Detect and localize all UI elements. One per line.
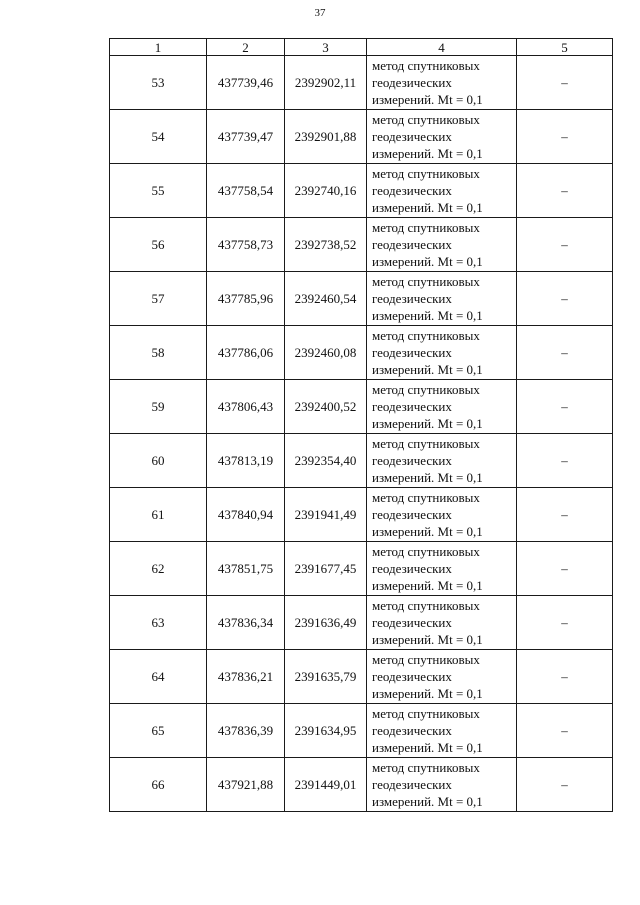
method-line: метод спутниковых (372, 598, 480, 613)
method-cell (367, 56, 517, 110)
y-coordinate-cell: 2391677,45 (285, 542, 367, 596)
table-row (110, 164, 613, 218)
column-header-4: 4 (367, 39, 517, 56)
point-number-cell: 61 (110, 488, 207, 542)
table-row (110, 218, 613, 272)
method-cell (367, 434, 517, 488)
method-line: геодезических (372, 669, 452, 684)
table-row (110, 488, 613, 542)
method-line: метод спутниковых (372, 706, 480, 721)
column-header-1: 1 (110, 39, 207, 56)
table-row (110, 110, 613, 164)
method-cell (367, 542, 517, 596)
method-line: измерений. Mt = 0,1 (372, 146, 483, 161)
x-coordinate-cell: 437806,43 (207, 380, 285, 434)
method-line: геодезических (372, 507, 452, 522)
table-row (110, 542, 613, 596)
y-coordinate-cell: 2392902,11 (285, 56, 367, 110)
description-cell: – (517, 272, 613, 326)
method-line: геодезических (372, 75, 452, 90)
method-line: измерений. Mt = 0,1 (372, 578, 483, 593)
description-cell: – (517, 488, 613, 542)
x-coordinate-cell: 437851,75 (207, 542, 285, 596)
method-line: метод спутниковых (372, 112, 480, 127)
y-coordinate-cell: 2391449,01 (285, 758, 367, 812)
x-coordinate-cell: 437836,39 (207, 704, 285, 758)
method-line: геодезических (372, 399, 452, 414)
description-cell: – (517, 758, 613, 812)
method-line: измерений. Mt = 0,1 (372, 362, 483, 377)
x-coordinate-cell: 437739,47 (207, 110, 285, 164)
point-number-cell: 56 (110, 218, 207, 272)
point-number-cell: 54 (110, 110, 207, 164)
point-number-cell: 62 (110, 542, 207, 596)
table-row (110, 650, 613, 704)
method-line: измерений. Mt = 0,1 (372, 92, 483, 107)
method-line: геодезических (372, 129, 452, 144)
point-number-cell: 53 (110, 56, 207, 110)
x-coordinate-cell: 437836,21 (207, 650, 285, 704)
table-row (110, 56, 613, 110)
method-cell (367, 164, 517, 218)
method-line: метод спутниковых (372, 328, 480, 343)
x-coordinate-cell: 437785,96 (207, 272, 285, 326)
method-line: геодезических (372, 345, 452, 360)
method-line: измерений. Mt = 0,1 (372, 416, 483, 431)
method-line: метод спутниковых (372, 544, 480, 559)
y-coordinate-cell: 2392354,40 (285, 434, 367, 488)
method-cell (367, 110, 517, 164)
method-line: геодезических (372, 237, 452, 252)
y-coordinate-cell: 2391636,49 (285, 596, 367, 650)
point-number-cell: 58 (110, 326, 207, 380)
description-cell: – (517, 434, 613, 488)
method-line: измерений. Mt = 0,1 (372, 524, 483, 539)
point-number-cell: 57 (110, 272, 207, 326)
table-row (110, 596, 613, 650)
method-line: измерений. Mt = 0,1 (372, 686, 483, 701)
point-number-cell: 64 (110, 650, 207, 704)
description-cell: – (517, 380, 613, 434)
method-line: метод спутниковых (372, 760, 480, 775)
method-cell (367, 704, 517, 758)
y-coordinate-cell: 2392740,16 (285, 164, 367, 218)
method-line: геодезических (372, 777, 452, 792)
table-row (110, 758, 613, 812)
method-line: геодезических (372, 561, 452, 576)
method-cell (367, 272, 517, 326)
table-row (110, 272, 613, 326)
table-body (110, 56, 613, 812)
method-line: измерений. Mt = 0,1 (372, 200, 483, 215)
x-coordinate-cell: 437836,34 (207, 596, 285, 650)
method-cell (367, 650, 517, 704)
description-cell: – (517, 650, 613, 704)
method-cell (367, 596, 517, 650)
x-coordinate-cell: 437786,06 (207, 326, 285, 380)
y-coordinate-cell: 2392738,52 (285, 218, 367, 272)
y-coordinate-cell: 2392460,08 (285, 326, 367, 380)
y-coordinate-cell: 2392400,52 (285, 380, 367, 434)
y-coordinate-cell: 2392460,54 (285, 272, 367, 326)
method-line: метод спутниковых (372, 382, 480, 397)
x-coordinate-cell: 437921,88 (207, 758, 285, 812)
method-cell (367, 488, 517, 542)
y-coordinate-cell: 2392901,88 (285, 110, 367, 164)
method-line: геодезических (372, 615, 452, 630)
method-cell (367, 326, 517, 380)
coordinates-table (109, 38, 613, 812)
x-coordinate-cell: 437840,94 (207, 488, 285, 542)
description-cell: – (517, 596, 613, 650)
description-cell: – (517, 542, 613, 596)
column-header-5: 5 (517, 39, 613, 56)
method-line: метод спутниковых (372, 490, 480, 505)
column-header-2: 2 (207, 39, 285, 56)
method-line: геодезических (372, 183, 452, 198)
table-row (110, 704, 613, 758)
description-cell: – (517, 218, 613, 272)
x-coordinate-cell: 437758,73 (207, 218, 285, 272)
method-line: метод спутниковых (372, 274, 480, 289)
point-number-cell: 59 (110, 380, 207, 434)
y-coordinate-cell: 2391634,95 (285, 704, 367, 758)
column-header-3: 3 (285, 39, 367, 56)
x-coordinate-cell: 437739,46 (207, 56, 285, 110)
description-cell: – (517, 704, 613, 758)
point-number-cell: 66 (110, 758, 207, 812)
point-number-cell: 65 (110, 704, 207, 758)
method-line: измерений. Mt = 0,1 (372, 470, 483, 485)
point-number-cell: 55 (110, 164, 207, 218)
method-line: геодезических (372, 723, 452, 738)
table-row (110, 434, 613, 488)
method-cell (367, 380, 517, 434)
y-coordinate-cell: 2391635,79 (285, 650, 367, 704)
method-line: измерений. Mt = 0,1 (372, 794, 483, 809)
method-cell (367, 218, 517, 272)
x-coordinate-cell: 437813,19 (207, 434, 285, 488)
method-line: геодезических (372, 291, 452, 306)
description-cell: – (517, 56, 613, 110)
table-row (110, 380, 613, 434)
method-line: измерений. Mt = 0,1 (372, 254, 483, 269)
description-cell: – (517, 326, 613, 380)
method-line: измерений. Mt = 0,1 (372, 308, 483, 323)
method-line: метод спутниковых (372, 58, 480, 73)
method-line: метод спутниковых (372, 166, 480, 181)
method-line: метод спутниковых (372, 652, 480, 667)
method-line: метод спутниковых (372, 220, 480, 235)
method-line: геодезических (372, 453, 452, 468)
description-cell: – (517, 164, 613, 218)
page-number: 37 (314, 7, 326, 19)
table-header-row (110, 39, 613, 56)
x-coordinate-cell: 437758,54 (207, 164, 285, 218)
method-line: измерений. Mt = 0,1 (372, 632, 483, 647)
method-cell (367, 758, 517, 812)
point-number-cell: 60 (110, 434, 207, 488)
method-line: метод спутниковых (372, 436, 480, 451)
description-cell: – (517, 110, 613, 164)
point-number-cell: 63 (110, 596, 207, 650)
y-coordinate-cell: 2391941,49 (285, 488, 367, 542)
table-row (110, 326, 613, 380)
method-line: измерений. Mt = 0,1 (372, 740, 483, 755)
